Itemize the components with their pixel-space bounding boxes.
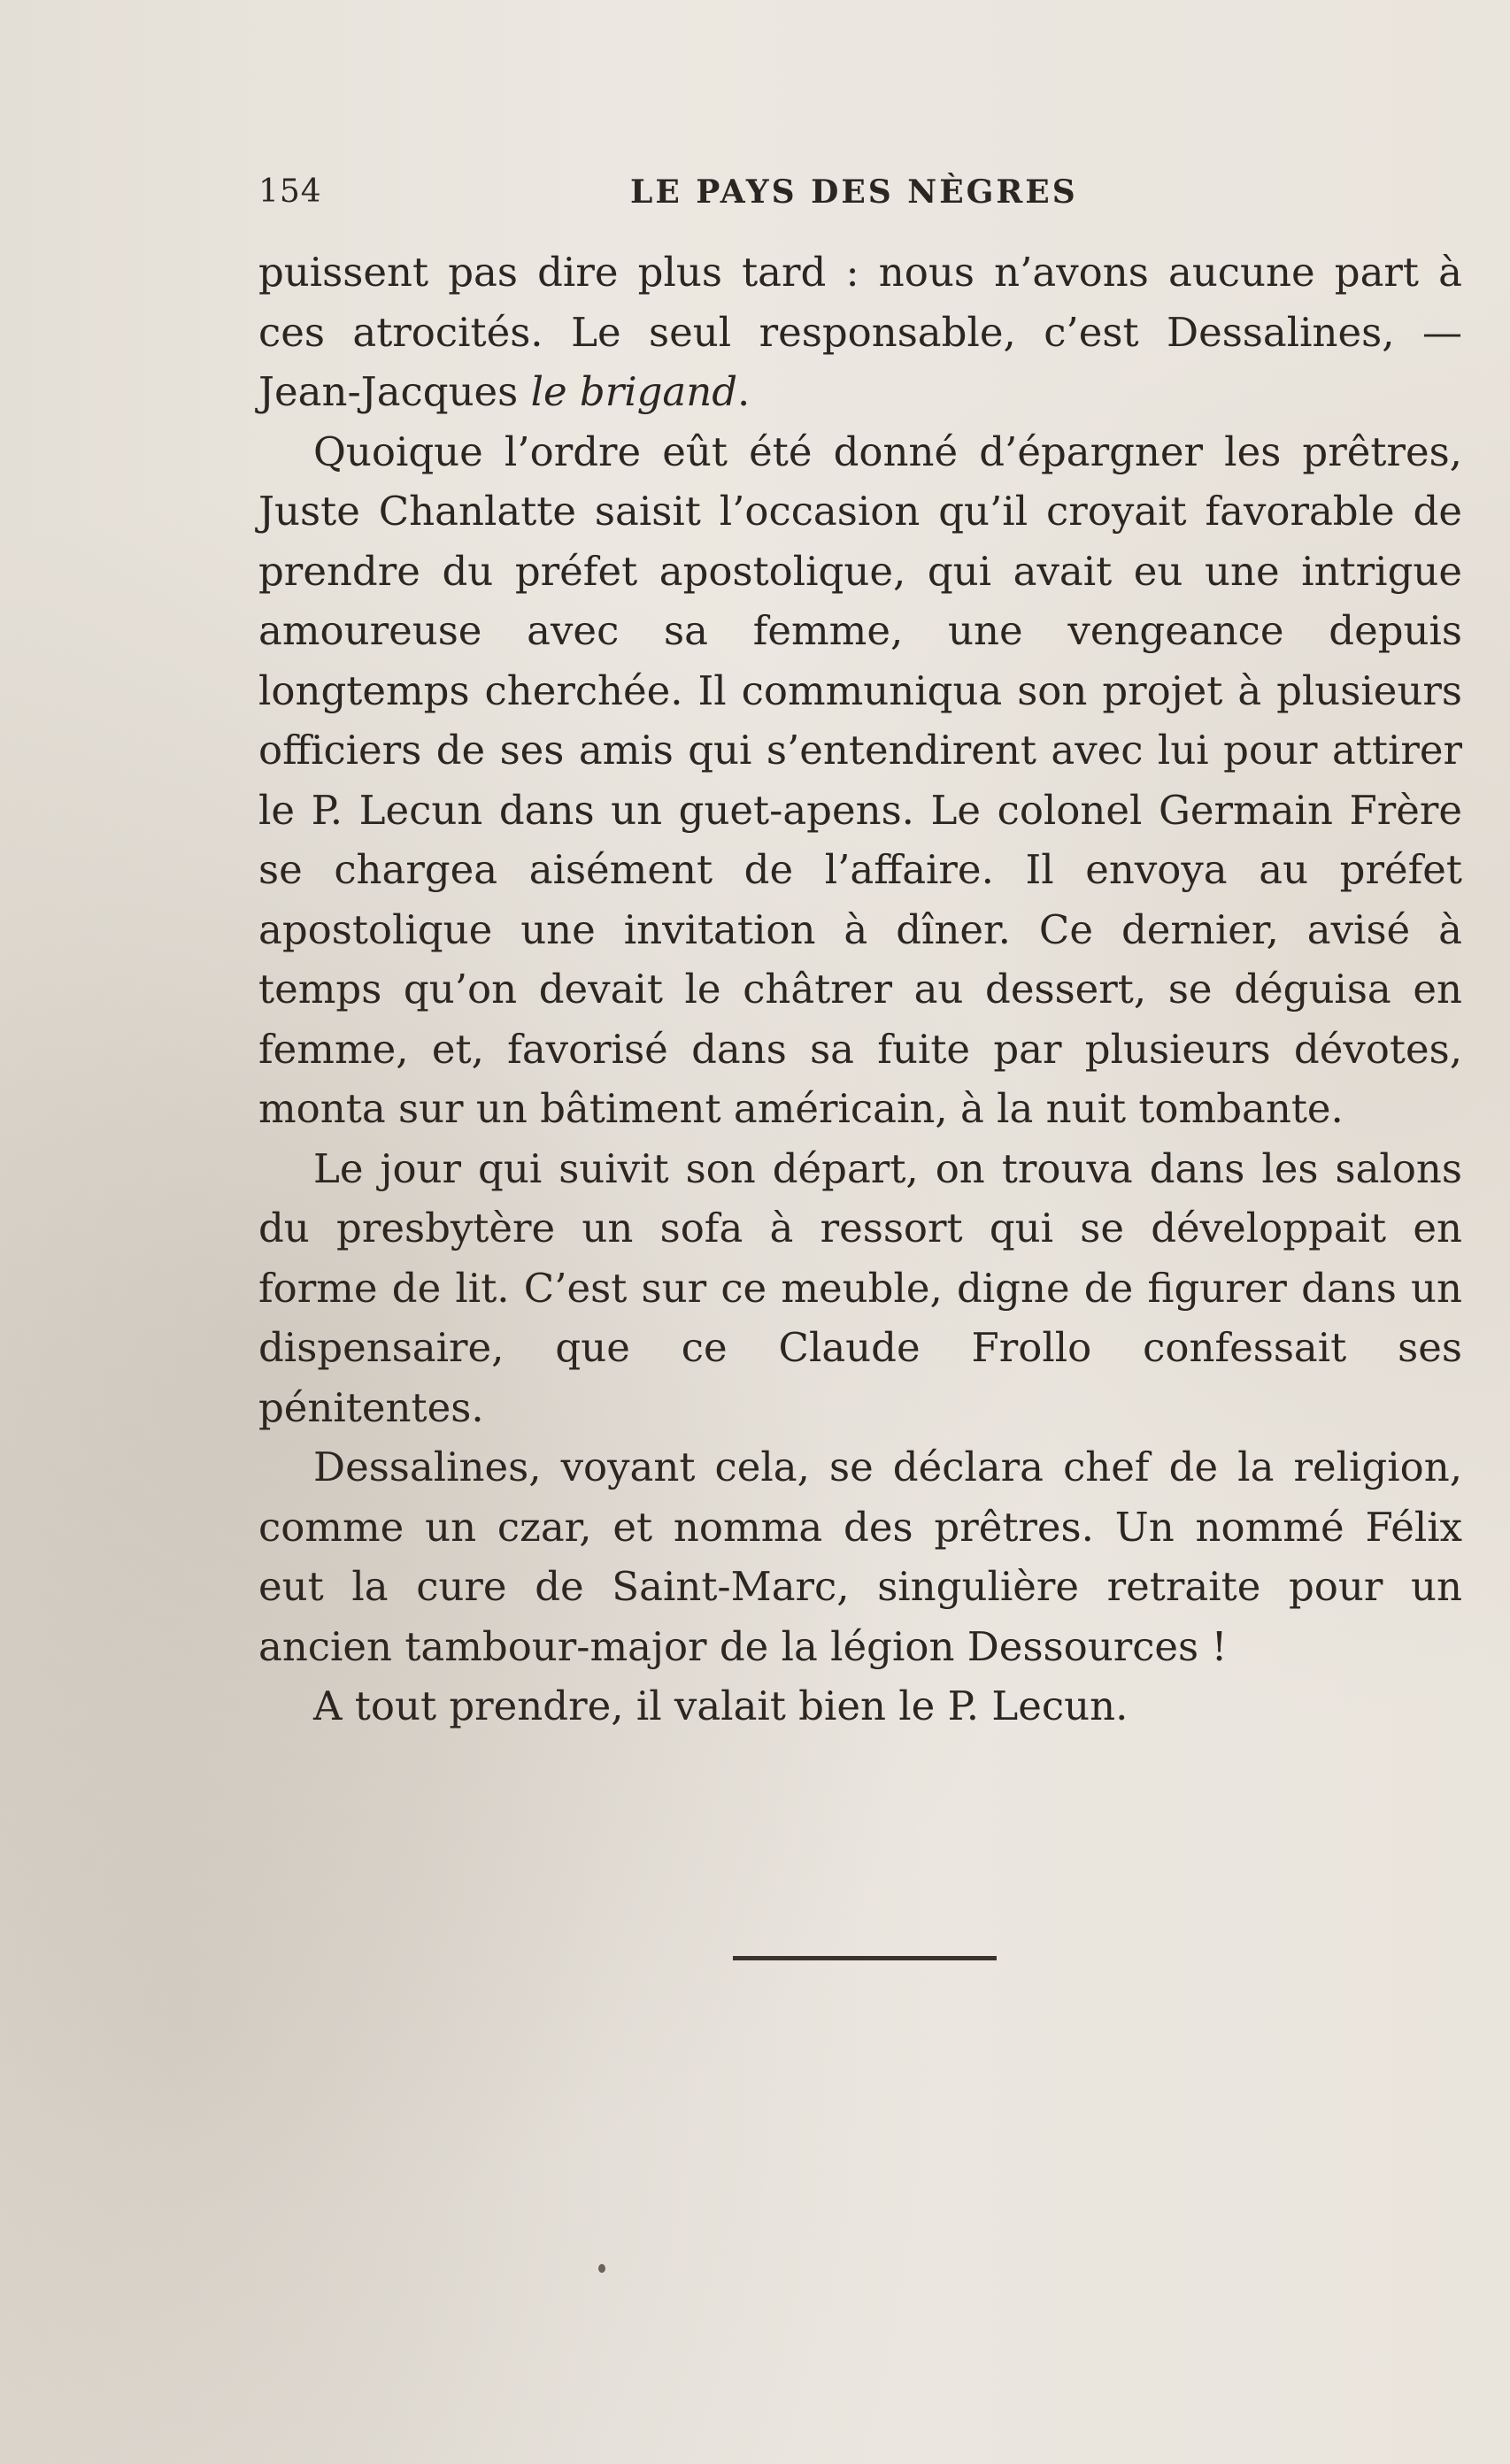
page-header	[258, 173, 1462, 219]
running-title: LE PAYS DES NÈGRES	[630, 173, 1078, 211]
page-number: 154	[258, 173, 322, 210]
paragraph-4: Dessalines, voyant cela, se déclara chef de la religion, comme un czar, et nomma des prêtres. Un nommé Félix eut la cure de Saint-Marc, singulière retraite pour un ancien tambour-major de la légion Dessources !	[258, 1444, 1462, 1670]
paragraph-1-end: .	[737, 368, 751, 415]
paragraph-2: Quoique l’ordre eût été donné d’épargner les prêtres, Juste Chanlatte saisit l’occasion qu’il croyait favorable de prendre du préfet apostolique, qui avait eu une intrigue amoureuse avec sa femme, une vengeance depuis longtemps cherchée. Il communiqua son projet à plusieurs officiers de ses amis qui s’entendirent avec lui pour attirer le P. Lecun dans un guet-apens. Le colonel Germain Frère se chargea aisément de l’affaire. Il envoya au préfet apostolique une invitation à dîner. Ce dernier, avisé à temps qu’on devait le châtrer au dessert, se déguisa en femme, et, favorisé dans sa fuite par plusieurs dévotes, monta sur un bâtiment américain, à la nuit tombante.	[258, 427, 1462, 1132]
paragraph-1-italic: le brigand	[530, 368, 738, 415]
body-text	[258, 243, 1462, 1736]
paper-speck	[598, 2264, 605, 2273]
end-rule	[733, 1956, 997, 1960]
paragraph-3: Le jour qui suivit son départ, on trouva dans les salons du presbytère un sofa à ressort qui se développait en forme de lit. C’est sur ce meuble, digne de figurer dans un dispensaire, que ce Claude Frollo confessait ses pénitentes.	[258, 1144, 1462, 1431]
paragraph-5: A tout prendre, il valait bien le P. Lecun.	[313, 1682, 1129, 1729]
paragraph-1-text: puissent pas dire plus tard : nous n’avons aucune part à ces atrocités. Le seul responsable, c’est Dessalines, — Jean-Jacques	[258, 249, 1462, 415]
paragraph-1	[258, 243, 1462, 422]
